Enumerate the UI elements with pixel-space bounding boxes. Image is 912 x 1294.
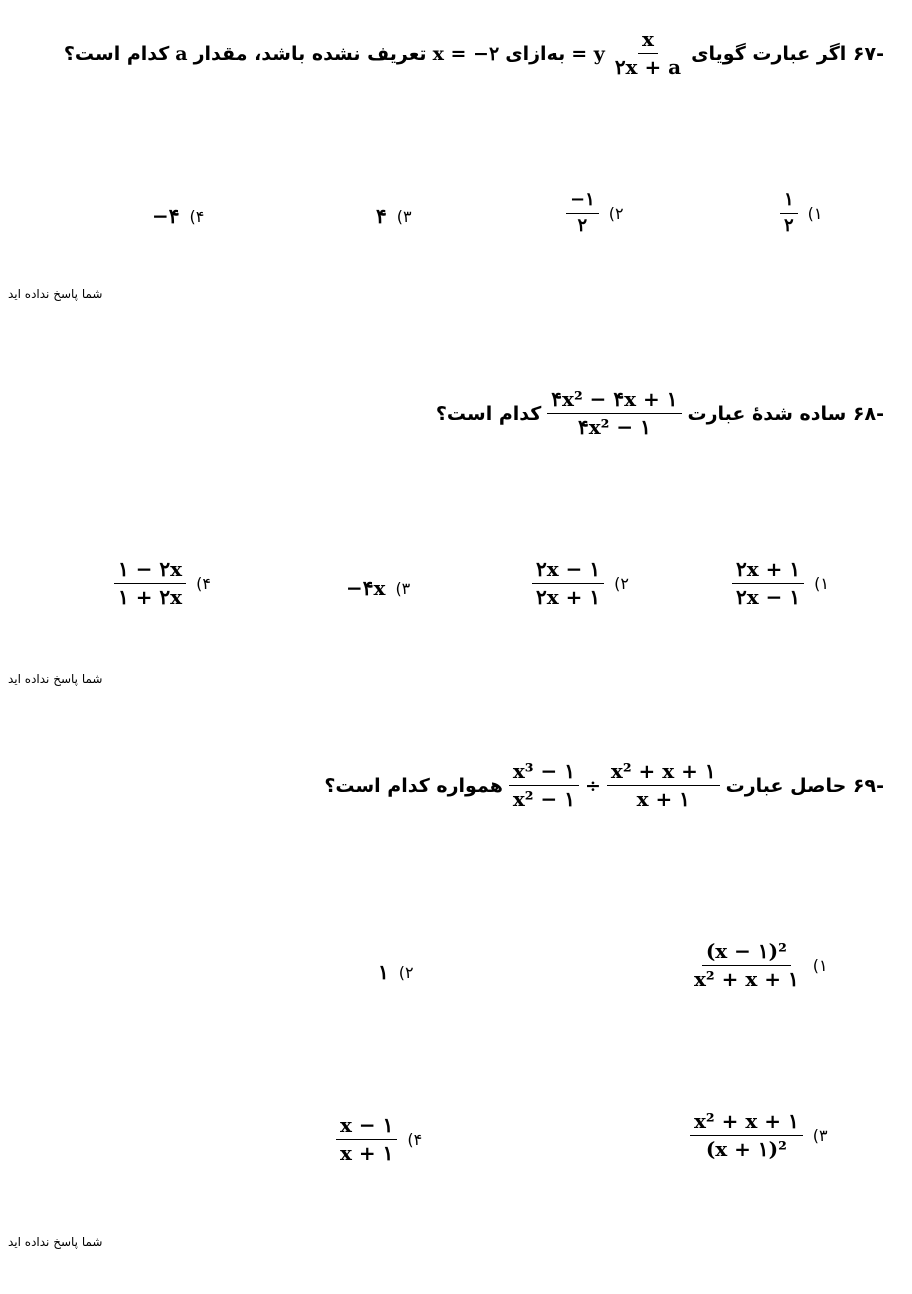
option-67-4[interactable] [152,204,204,228]
question-68-prefix: -۶۸ ساده شدهٔ عبارت [687,402,884,425]
option-fraction [780,190,798,236]
option-68-3[interactable] [346,576,410,600]
fraction-numerator: x² + x + ۱ [607,760,720,786]
fraction-numerator: x [638,28,658,54]
fraction-denominator: ۱ + ۲x [118,585,183,609]
fraction-numerator: ۲x + ۱ [732,558,804,584]
option-fraction [532,558,604,609]
fraction-denominator: ۲ [577,214,588,236]
question-67-var: a [175,42,188,65]
option-69-4[interactable] [336,1114,422,1165]
fraction-numerator: (x − ۱)² [702,940,791,966]
question-67-condition: x = −۲ [432,42,500,65]
fraction-denominator: ۲x + a [614,55,682,79]
option-68-2[interactable] [532,558,629,609]
question-68-fraction [547,388,681,439]
fraction-numerator: −۱ [566,190,599,214]
question-67-fraction [611,28,685,79]
question-69-end: همواره کدام است؟ [324,774,503,797]
fraction-denominator: (x + ۱)² [705,1137,787,1161]
option-label: (۴ [196,574,211,593]
option-label: (۳ [812,1126,828,1145]
option-label: (۱ [814,574,829,593]
option-69-3[interactable] [690,1110,828,1161]
option-label: (۲ [608,203,624,223]
fraction-denominator: x² + x + ۱ [694,967,799,991]
fraction-denominator: ۲x − ۱ [736,585,801,609]
option-value: ۴ [376,204,387,228]
option-label: (۲ [398,962,414,982]
option-label: (۴ [189,206,205,226]
option-label: (۱ [812,956,828,975]
option-label: (۳ [396,206,412,226]
fraction-denominator: ۲x + ۱ [536,585,601,609]
option-label: (۲ [614,574,629,593]
option-label: (۱ [807,203,823,223]
answer-status: شما پاسخ نداده اید [8,672,103,686]
option-fraction [336,1114,397,1165]
option-label: (۴ [407,1130,423,1149]
fraction-numerator: x − ۱ [336,1114,397,1140]
fraction-denominator: x + ۱ [340,1141,394,1165]
option-67-3[interactable] [376,204,412,228]
divide-operator: ÷ [584,774,601,797]
fraction-denominator: ۴x² − ۱ [577,415,651,439]
answer-status: شما پاسخ نداده اید [8,287,103,301]
option-68-4[interactable] [114,558,211,609]
question-67-mid: به‌ازای [505,42,566,65]
option-68-1[interactable] [732,558,829,609]
option-fraction [114,558,186,609]
option-fraction [566,190,599,236]
fraction-numerator: ۱ [780,190,798,214]
option-value: −۴x [346,576,386,600]
question-68-end: کدام است؟ [435,402,542,425]
question-67-end: کدام است؟ [63,42,170,65]
question-67-prefix: -۶۷ اگر عبارت گویای [691,42,884,65]
fraction-numerator: x³ − ۱ [509,760,579,786]
answer-status: شما پاسخ نداده اید [8,1235,103,1249]
fraction-denominator: x + ۱ [636,787,690,811]
option-value: ۱ [378,960,389,984]
option-fraction [690,940,803,991]
option-69-2[interactable] [378,960,414,984]
fraction-numerator: ۱ − ۲x [114,558,186,584]
question-69 [324,760,884,811]
option-label: (۳ [395,578,411,598]
question-69-fraction-1 [607,760,720,811]
fraction-numerator: x² + x + ۱ [690,1110,803,1136]
question-69-fraction-2 [509,760,579,811]
option-fraction [690,1110,803,1161]
option-67-2[interactable] [566,190,624,236]
question-67 [64,28,884,79]
question-67-expr: = y [571,42,605,65]
option-fraction [732,558,804,609]
question-68 [436,388,884,439]
fraction-numerator: ۴x² − ۴x + ۱ [547,388,681,414]
fraction-denominator: x² − ۱ [512,787,575,811]
option-value: −۴ [152,204,180,228]
question-69-prefix: -۶۹ حاصل عبارت [725,774,884,797]
option-67-1[interactable] [780,190,823,236]
fraction-denominator: ۲ [784,214,794,236]
fraction-numerator: ۲x − ۱ [532,558,604,584]
question-67-suffix: تعریف نشده باشد، مقدار [193,42,427,65]
option-69-1[interactable] [690,940,828,991]
